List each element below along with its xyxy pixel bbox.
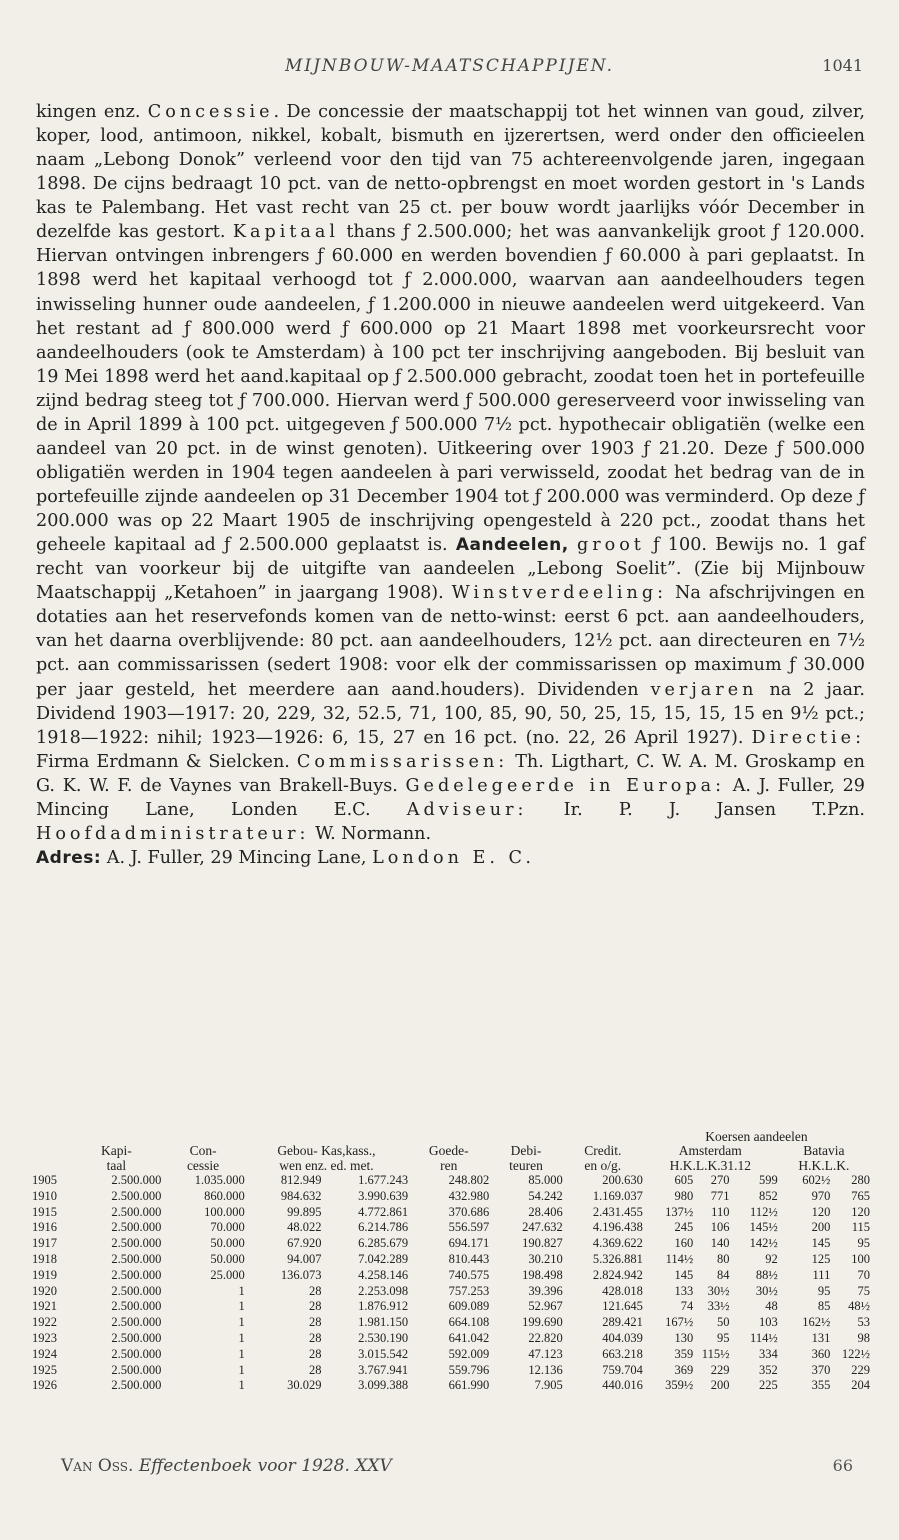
text-run: Na afschrijvingen en dotaties aan het reservefonds komen van de netto-winst: eerst 6 pct. aan aandeelhouders, van het daarna overblijvende: 80 pct. aan aandeelhouders, 12½ pct. aan directeuren en 7½ pct. aan commissarissen (sedert 1908: voor elk der commissarissen op maximum ƒ 30.000 per jaar gesteld, het meerdere aan aand.houders). Dividenden [36,583,865,700]
koersen-title: Koersen aandeelen [705,1129,808,1144]
table-cell: 559.796 [448,1362,490,1377]
table-cell: 440.016 [602,1378,643,1393]
table-row [32,1284,870,1300]
column-header: cessie [186,1157,220,1173]
table-cell: 4.258.146 [358,1267,409,1282]
table-cell: 95 [857,1236,870,1251]
table-cell: 131 [811,1330,831,1345]
table-cell: 2.500.000 [111,1251,162,1266]
table-cell: 137½ [665,1204,694,1219]
kapitaal-label: Kapitaal [232,222,340,243]
table-cell: 355 [811,1378,831,1393]
year-cell: 1923 [32,1330,57,1345]
text-run: Firma Erdmann & Sielcken. [36,751,297,772]
table-cell: 2.500.000 [111,1267,162,1282]
table-cell: 114½ [665,1251,694,1266]
table-cell: 1.876.912 [358,1299,409,1314]
year-cell: 1926 [32,1378,57,1393]
volume-number: XXV [355,1456,392,1476]
column-header: Gebou- Kas,kass., [277,1143,376,1158]
hoofdadministrateur-label: Hoofdadministrateur: [36,823,310,844]
table-cell: 121.645 [602,1299,643,1314]
text-run: Th. Ligthart, C. W. A. M. Groskamp en G. K. W. F. de Vaynes van Brakell-Buys. [36,751,865,796]
london-label: London E. C. [372,847,535,868]
table-cell: 50 [716,1315,730,1330]
company-description [36,100,865,870]
table-cell: 740.575 [448,1267,490,1282]
table-cell: 599 [758,1173,778,1187]
sheet-number: 66 [832,1456,853,1475]
table-cell: 28 [309,1299,322,1314]
page-number: 1041 [822,56,863,75]
text-run: A. J. Fuller, 29 Mincing Lane, Londen E.C. [36,775,865,820]
table-cell: 270 [710,1173,730,1187]
year-cell: 1910 [32,1188,57,1203]
table-cell: 100.000 [204,1204,245,1219]
aandeelen-label: Aandeelen, [455,535,569,556]
table-cell: 2.500.000 [111,1283,162,1298]
table-cell: 759.704 [602,1362,643,1377]
table-cell: 812.949 [280,1173,322,1187]
table-cell: 245 [674,1220,694,1235]
footer [36,1450,863,1476]
table-cell: 1 [238,1330,245,1345]
table-cell: 2.500.000 [111,1330,162,1345]
table-cell: 88½ [755,1267,778,1282]
table-cell: 2.500.000 [111,1346,162,1361]
text-run: ƒ 100. Bewijs no. 1 gaf recht van voorkeur bij de uitgifte van aandeelen „Lebong Soelit”. (Zie bij Mijnbouw Maatschappij „Ketahoen” in jaargang 1908). [36,535,866,604]
table-cell: 200 [811,1220,831,1235]
year-cell: 1905 [32,1173,57,1187]
table-cell: 229 [851,1362,870,1377]
running-title: MIJNBOUW-MAATSCHAPPIJEN. [285,56,614,76]
table-cell: 130 [674,1330,694,1345]
adres-label: Adres: [36,847,102,868]
table-cell: 48½ [848,1299,870,1314]
table-cell: 48.022 [287,1220,322,1235]
table-cell: 984.632 [280,1188,322,1203]
year-cell: 1920 [32,1283,57,1298]
table-row [32,1268,870,1284]
table-cell: 1 [238,1283,245,1298]
table-cell: 70 [857,1267,870,1282]
table-cell: 162½ [802,1315,831,1330]
table-cell: 247.632 [522,1220,563,1235]
table-cell: 592.009 [448,1346,490,1361]
table-cell: 50.000 [210,1236,245,1251]
table-cell: 2.824.942 [592,1267,643,1282]
table-cell: 2.500.000 [111,1236,162,1251]
table-cell: 70.000 [210,1220,245,1235]
publisher: Van Oss. [61,1456,134,1476]
table-cell: 359 [674,1346,694,1361]
table-cell: 28 [309,1283,322,1298]
table-cell: 85 [817,1299,831,1314]
text-run: na 2 jaar. Dividend 1903—1917: 20, 229, 32, 52.5, 71, 100, 85, 90, 50, 25, 15, 15, 15, 15 en 9½ pct.; 1918—1922: nihil; 1923—1926: 6, 15, 27 en 16 pct. (no. 22, 26 April 1927). [36,679,866,748]
table-cell: 204 [851,1378,870,1393]
table-cell: 199.690 [522,1315,563,1330]
table-cell: 248.802 [448,1173,490,1187]
text-run: kingen enz. [36,102,148,122]
table-row [32,1236,870,1252]
table-cell: 360 [811,1346,831,1361]
table-cell: 28 [309,1315,322,1330]
text-run: thans ƒ 2.500.000; het was aanvankelijk groot ƒ 120.000. Hiervan ontvingen inbrengers ƒ 60.000 en werden bovendien ƒ 60.000 à pari geplaatst. In 1898 werd het kapitaal verhoogd tot ƒ 2.000.000, waarvan aan aandeelhouders tegen inwisseling hunner oude aandeelen, ƒ 1.200.000 in nieuwe aandeelen werd uitgekeerd. Van het restant ad ƒ 800.000 werd ƒ 600.000 op 21 Maart 1898 met voorkeursrecht voor aandeelhouders (ook te Amsterdam) à 100 pct ter inschrijving aangeboden. Bij besluit van 19 Mei 1898 werd het aand.kapitaal op ƒ 2.500.000 gebracht, zoodat toen het in portefeuille zijnd bedrag steeg tot ƒ 700.000. Hiervan werd ƒ 500.000 gereserveerd voor inwisseling van de in April 1899 à 100 pct. uitgegeven ƒ 500.000 7½ pct. hypothecair obligatiën (welke een aandeel van 20 pct. in de winst genoten). Uitkeering over 1903 ƒ 21.20. Deze ƒ 500.000 obligatiën werden in 1904 tegen aandeelen à pari verwisseld, zoodat het bedrag van de in portefeuille zijnde aandeelen op 31 December 1904 tot ƒ 200.000 was verminderd. Op deze ƒ 200.000 was op 22 Maart 1905 de inschrijving opengesteld à 220 pct., zoodat thans het geheele kapitaal ad ƒ 2.500.000 geplaatst is. [36,222,865,556]
table-cell: 106 [710,1220,730,1235]
table-cell: 200.630 [602,1173,643,1187]
table-cell: 190.827 [522,1236,563,1251]
column-header: H.K.L.K.31.12 [669,1157,751,1173]
table-cell: 2.500.000 [111,1362,162,1377]
table-cell: 1.035.000 [194,1173,245,1187]
table-cell: 369 [674,1362,694,1377]
table-cell: 602½ [802,1173,831,1187]
year-cell: 1922 [32,1315,57,1330]
year-cell: 1918 [32,1251,57,1266]
table-cell: 111 [812,1267,831,1282]
winstverdeeling-label: Winstverdeeling: [451,583,668,604]
table-cell: 94.007 [287,1251,322,1266]
table-cell: 661.990 [448,1378,490,1393]
table-cell: 67.920 [287,1236,322,1251]
table-cell: 198.498 [522,1267,563,1282]
koersen-header-row [32,1130,870,1144]
table-cell: 84 [716,1267,730,1282]
table-cell: 160 [674,1236,694,1251]
table-cell: 970 [811,1188,831,1203]
table-cell: 1 [238,1315,245,1330]
table-cell: 75 [857,1283,870,1298]
column-header: Con- [189,1143,217,1158]
book-title: Effectenboek voor 1928. [138,1456,350,1476]
table-cell: 370.686 [448,1204,490,1219]
table-cell: 7.905 [534,1378,563,1393]
table-cell: 1.169.037 [592,1188,643,1203]
table-cell: 605 [674,1173,694,1187]
table-row [32,1220,870,1236]
table-cell: 22.820 [528,1330,563,1345]
table-cell: 6.214.786 [358,1220,409,1235]
column-header: Debi- [510,1143,542,1158]
table-cell: 404.039 [602,1330,643,1345]
column-header: Kapi- [101,1143,132,1158]
table-cell: 47.123 [528,1346,563,1361]
table-cell: 2.431.455 [592,1204,643,1219]
table-cell: 289.421 [602,1315,643,1330]
table-cell: 48 [765,1299,778,1314]
table-cell: 3.990.639 [358,1188,409,1203]
table-cell: 359½ [665,1378,694,1393]
table-cell: 145 [674,1267,694,1282]
column-header: Credit. [584,1143,622,1158]
table-cell: 98 [857,1330,870,1345]
table-cell: 95 [716,1330,730,1345]
table-cell: 50.000 [210,1251,245,1266]
table-cell: 852 [758,1188,778,1203]
table-cell: 694.171 [448,1236,490,1251]
column-header: teuren [509,1157,543,1173]
table-cell: 280 [851,1173,870,1187]
table-cell: 609.089 [448,1299,490,1314]
column-header: en o/g. [584,1157,622,1173]
table-cell: 100 [851,1251,870,1266]
year-cell: 1915 [32,1204,57,1219]
table-cell: 30.029 [287,1378,322,1393]
table-cell: 3.099.388 [358,1378,409,1393]
table-cell: 2.253.098 [358,1283,409,1298]
table-cell: 2.500.000 [111,1173,162,1187]
table-cell: 663.218 [602,1346,643,1361]
table-cell: 120 [851,1204,870,1219]
directie-label: Directie: [751,727,865,748]
table-cell: 95 [817,1283,831,1298]
table-cell: 30½ [755,1283,778,1298]
table-cell: 85.000 [528,1173,563,1187]
table-cell: 1.981.150 [358,1315,409,1330]
table-cell: 556.597 [448,1220,490,1235]
table-cell: 53 [857,1315,870,1330]
financial-table [32,1130,870,1394]
table-cell: 664.108 [448,1315,490,1330]
table-cell: 39.396 [528,1283,563,1298]
year-cell: 1917 [32,1236,57,1251]
text-run: A. J. Fuller, 29 Mincing Lane, [101,847,373,868]
table-cell: 80 [716,1251,730,1266]
table-row [32,1189,870,1205]
year-cell: 1925 [32,1362,57,1377]
table-row [32,1299,870,1315]
table-cell: 28.406 [528,1204,563,1219]
table-cell: 4.369.622 [592,1236,643,1251]
column-header: Amsterdam [678,1143,742,1158]
table-cell: 140 [710,1236,730,1251]
table-cell: 1 [238,1362,245,1377]
table-cell: 7.042.289 [358,1251,409,1266]
text-run: W. Normann. [309,823,432,844]
table-cell: 1 [238,1299,245,1314]
table-cell: 30½ [707,1283,730,1298]
year-cell: 1921 [32,1299,57,1314]
table-row [32,1331,870,1347]
table-cell: 33½ [707,1299,730,1314]
table-cell: 1 [238,1346,245,1361]
table-cell: 432.980 [448,1188,490,1203]
table-cell: 99.895 [287,1204,322,1219]
column-header: Goede- [428,1143,469,1158]
table-cell: 980 [674,1188,694,1203]
table-cell: 28 [309,1362,322,1377]
table-cell: 4.196.438 [592,1220,643,1235]
table-cell: 115 [851,1220,870,1235]
table-cell: 810.443 [448,1251,490,1266]
table-cell: 334 [758,1346,778,1361]
table-cell: 142½ [749,1236,778,1251]
concessie-label: Concessie [147,102,274,122]
table-cell: 28 [309,1330,322,1345]
column-header: Batavia [803,1143,845,1158]
footer-imprint [61,1456,392,1476]
table-cell: 110 [711,1204,730,1219]
table-cell: 145 [811,1236,831,1251]
header-row-2 [32,1159,870,1174]
text-run: . De concessie der maatschappij tot het winnen van goud, zilver, koper, lood, antimoon, nikkel, kobalt, bismuth en ijzerertsen, werd onder den officieelen naam „Lebong Donok” verleend voor den tijd van 75 achtereenvolgende jaren, ingegaan 1898. De cijns bedraagt 10 pct. van de netto-opbrengst en moet worden gestort in 's Lands kas te Palembang. Het vast recht van 25 ct. per bouw wordt jaarlijks vóór December in dezelfde kas gestort. [36,102,865,243]
table-cell: 2.530.190 [358,1330,409,1345]
table-cell: 5.326.881 [592,1251,643,1266]
gedelegeerde-label: Gedelegeerde in Europa: [405,775,726,796]
table-cell: 125 [811,1251,831,1266]
table-cell: 200 [710,1378,730,1393]
table-cell: 3.767.941 [358,1362,409,1377]
groot-label: groot [576,535,645,556]
table-cell: 2.500.000 [111,1220,162,1235]
table-cell: 2.500.000 [111,1204,162,1219]
table-row [32,1252,870,1268]
table-cell: 641.042 [448,1330,490,1345]
table-cell: 2.500.000 [111,1188,162,1203]
table-cell: 122½ [841,1346,870,1361]
year-cell: 1924 [32,1346,57,1361]
table-cell: 112½ [750,1204,778,1219]
table-cell: 6.285.679 [358,1236,409,1251]
table-cell: 133 [674,1283,694,1298]
table-cell: 103 [758,1315,778,1330]
table-cell: 860.000 [204,1188,245,1203]
adviseur-label: Adviseur: [406,799,528,820]
table-cell: 370 [811,1362,831,1377]
column-header: H.K.L.K. [798,1157,850,1173]
table-cell: 757.253 [448,1283,490,1298]
table-row [32,1378,870,1394]
table-row [32,1205,870,1221]
table-cell: 52.967 [528,1299,563,1314]
column-header: wen enz. ed. met. [279,1157,374,1173]
year-cell: 1916 [32,1220,57,1235]
table-row [32,1173,870,1189]
table-cell: 92 [765,1251,778,1266]
table-cell: 120 [811,1204,831,1219]
table-cell: 1.677.243 [358,1173,409,1187]
table-cell: 4.772.861 [358,1204,409,1219]
table-cell: 25.000 [210,1267,245,1282]
table-row [32,1315,870,1331]
table-cell: 771 [710,1188,730,1203]
year-cell: 1919 [32,1267,57,1282]
table-cell: 229 [710,1362,730,1377]
commissarissen-label: Commissarissen: [296,751,509,772]
table-cell: 54.242 [528,1188,563,1203]
table-cell: 225 [758,1378,778,1393]
table-cell: 167½ [665,1315,694,1330]
table-cell: 115½ [701,1346,730,1361]
table-cell: 765 [851,1188,870,1203]
running-head [36,50,863,82]
table-cell: 2.500.000 [111,1299,162,1314]
table-cell: 1 [238,1378,245,1393]
table-cell: 136.073 [280,1267,322,1282]
header-row-1 [32,1144,870,1159]
text-run: Ir. P. J. Jansen T.Pzn. [527,799,865,820]
column-header: ren [440,1157,458,1173]
table-cell: 30.210 [528,1251,563,1266]
table-cell: 114½ [750,1330,778,1345]
table-row [32,1363,870,1379]
table-row [32,1347,870,1363]
table-cell: 2.500.000 [111,1315,162,1330]
table-cell: 428.018 [602,1283,643,1298]
verjaren-label: verjaren [650,679,758,700]
table-cell: 2.500.000 [111,1378,162,1393]
column-header: taal [106,1157,127,1173]
table-cell: 352 [758,1362,778,1377]
table-cell: 12.136 [528,1362,563,1377]
table-cell: 74 [680,1299,694,1314]
table-cell: 3.015.542 [358,1346,409,1361]
table-cell: 145½ [749,1220,778,1235]
table-cell: 28 [309,1346,322,1361]
